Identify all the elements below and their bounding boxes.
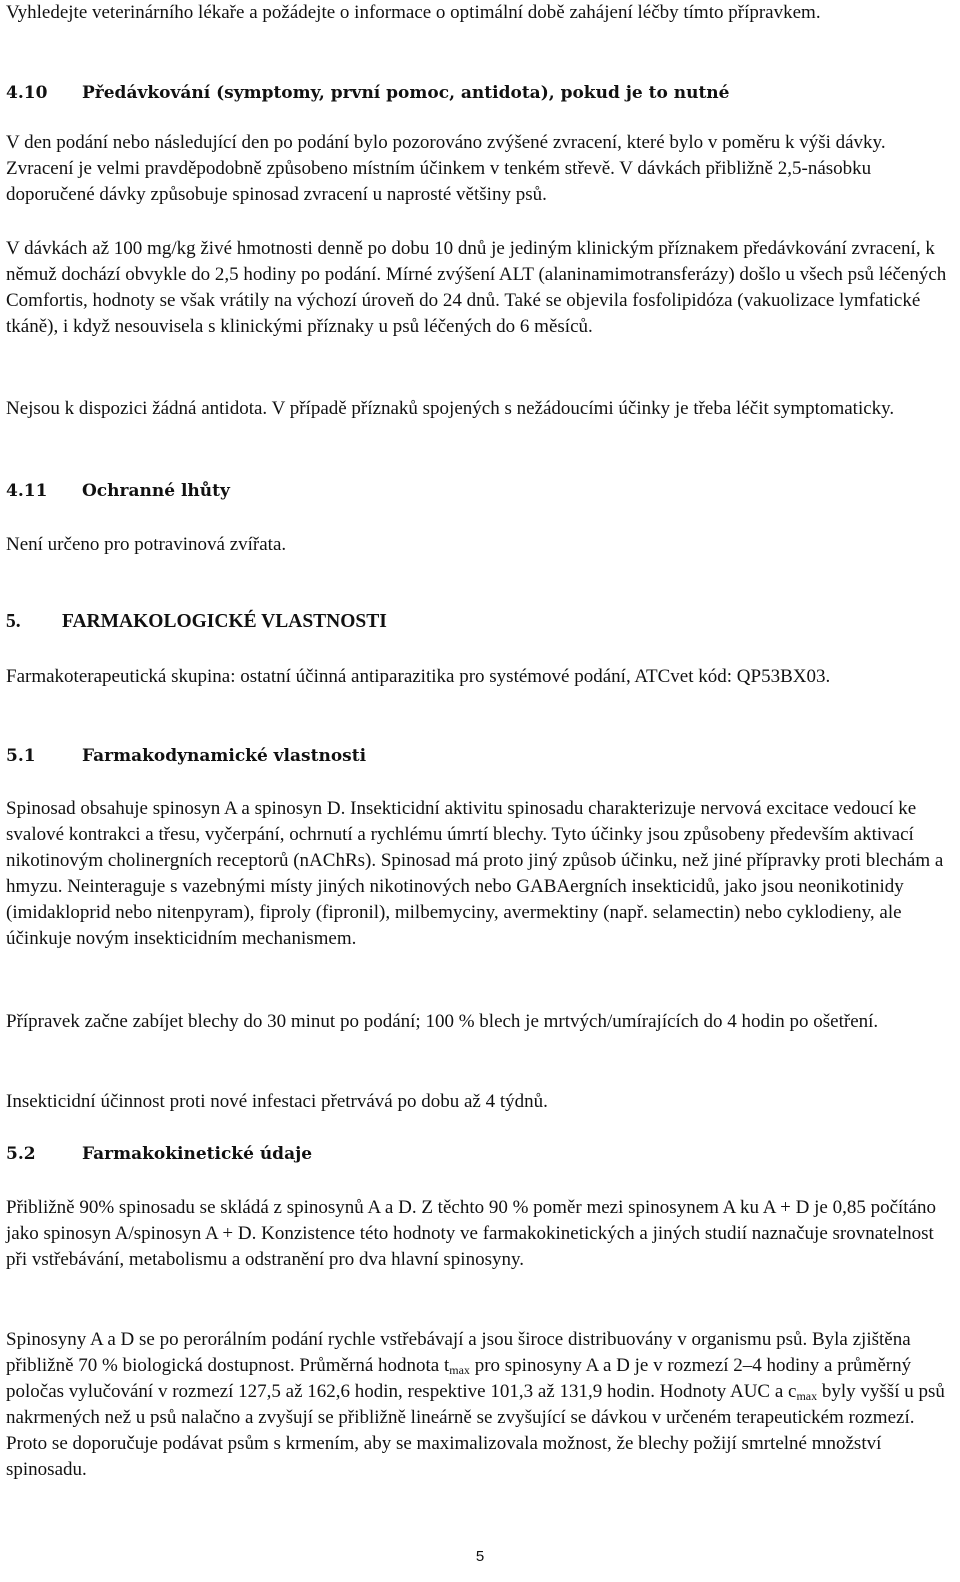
section-number: 4.10 xyxy=(6,83,48,103)
paragraph-withdrawal: Není určeno pro potravinová zvířata. xyxy=(6,534,287,555)
text-run: pro spinosyny A a D je v rozmezí 2–4 hodiny a průměrný poločas vylučování v rozmezí 127,5 až 162,6 hodin, respektive 101,3 až 131,9 hodin. Hodnoty AUC a c xyxy=(6,1355,912,1402)
section-heading-5-2 xyxy=(6,1141,312,1167)
subscript-max: max xyxy=(449,1363,470,1377)
paragraph-overdose-vomiting: V den podání nebo následující den po podání bylo pozorováno zvýšené zvracení, které bylo v poměru k výši dávky. Zvracení je velmi pravděpodobně způsobeno místním účinkem v tenkém střevě. V dávkách přibližně 2,5-násobku doporučené dávky způsobuje spinosad zvracení u naprosté většiny psů. xyxy=(6,132,886,205)
subscript-max: max xyxy=(796,1389,818,1403)
section-title: Ochranné lhůty xyxy=(82,481,230,501)
section-number: 4.11 xyxy=(6,481,48,501)
text-run: byly vyšší u psů nakrmených než u psů nalačno a zvyšují se přibližně lineárně se zvyšující se dávkou v určeném terapeutickém rozmezí. Proto se doporučuje podávat psům s krmením, aby se maximalizovala možnost, že blechy požijí smrtelné množství spinosadu. xyxy=(6,1381,945,1480)
paragraph-onset: Přípravek začne zabíjet blechy do 30 minut po podání; 100 % blech je mrtvých/umírajících do 4 hodin po ošetření. xyxy=(6,1011,879,1032)
page-number: 5 xyxy=(475,1548,485,1565)
section-number: 5.2 xyxy=(6,1144,36,1164)
section-number: 5. xyxy=(6,611,21,632)
paragraph-spinosyn-composition: Přibližně 90% spinosadu se skládá z spinosynů A a D. Z těchto 90 % poměr mezi spinosynem A ku A + D je 0,85 počítáno jako spinosyn A/spinosyn A + D. Konzistence této hodnoty ve farmakokinetických a jiných studií naznačuje srovnatelnost při vstřebávání, metabolismu a odstranění pro dva hlavní spinosyny. xyxy=(6,1197,936,1270)
paragraph-pharmacotherapeutic-group: Farmakoterapeutická skupina: ostatní účinná antiparazitika pro systémové podání, ATCvet kód: QP53BX03. xyxy=(6,666,831,687)
section-heading-4-11 xyxy=(6,478,230,504)
paragraph-pharmacodynamics: Spinosad obsahuje spinosyn A a spinosyn D. Insekticidní aktivitu spinosadu charakterizuje nervová excitace vedoucí ke svalové kontrakci a třesu, vyčerpání, ochrnutí a rychlému úmrtí blechy. Tyto účinky jsou způsobeny především aktivací nikotinovým cholinergních receptorů (nAChRs). Spinosad má proto jiný způsob účinku, než jiné přípravky proti blechám a hmyzu. Neinteraguje s vazebnými místy jiných nikotinových nebo GABAergních insekticidů, jako jsou neonikotinidy (imidakloprid nebo nitenpyram), fiproly (fipronil), milbemyciny, avermektiny (např. selamectin) nebo cyklodieny, ale účinkuje novým insekticidním mechanismem. xyxy=(6,798,944,949)
section-heading-4-10 xyxy=(6,80,730,106)
paragraph-no-antidote: Nejsou k dispozici žádná antidota. V případě příznaků spojených s nežádoucími účinky je třeba léčit symptomaticky. xyxy=(6,398,895,419)
section-number: 5.1 xyxy=(6,746,36,766)
section-heading-5-1 xyxy=(6,743,366,769)
section-title: FARMAKOLOGICKÉ VLASTNOSTI xyxy=(62,611,387,632)
section-title: Farmakokinetické údaje xyxy=(82,1144,313,1164)
text-run: Spinosyny A a D se po perorálním podání rychle vstřebávají a jsou široce distribuovány v organismu psů. Byla zjištěna přibližně 70 % biologická dostupnost. Průměrná hodnota t xyxy=(6,1329,911,1376)
section-heading-5 xyxy=(6,609,387,635)
paragraph-overdose-study: V dávkách až 100 mg/kg živé hmotnosti denně po dobu 10 dnů je jediným klinickým příznakem předávkování zvracení, k němuž dochází obvykle do 2,5 hodiny po podání. Mírné zvýšení ALT (alaninamimotransferázy) došlo u všech psů léčených Comfortis, hodnoty se však vrátily na výchozí úroveň do 24 dnů. Také se objevila fosfolipidóza (vakuolizace lymfatické tkáně), i když nesouvisela s klinickými příznaky u psů léčených do 6 měsíců. xyxy=(6,238,947,337)
section-title: Farmakodynamické vlastnosti xyxy=(82,746,367,766)
paragraph-consult-vet: Vyhledejte veterinárního lékaře a požádejte o informace o optimální době zahájení léčby tímto přípravkem. xyxy=(6,2,821,23)
paragraph-absorption xyxy=(6,1327,954,1483)
paragraph-duration: Insekticidní účinnost proti nové infestaci přetrvává po dobu až 4 týdnů. xyxy=(6,1091,548,1112)
section-title: Předávkování (symptomy, první pomoc, antidota), pokud je to nutné xyxy=(82,83,730,103)
